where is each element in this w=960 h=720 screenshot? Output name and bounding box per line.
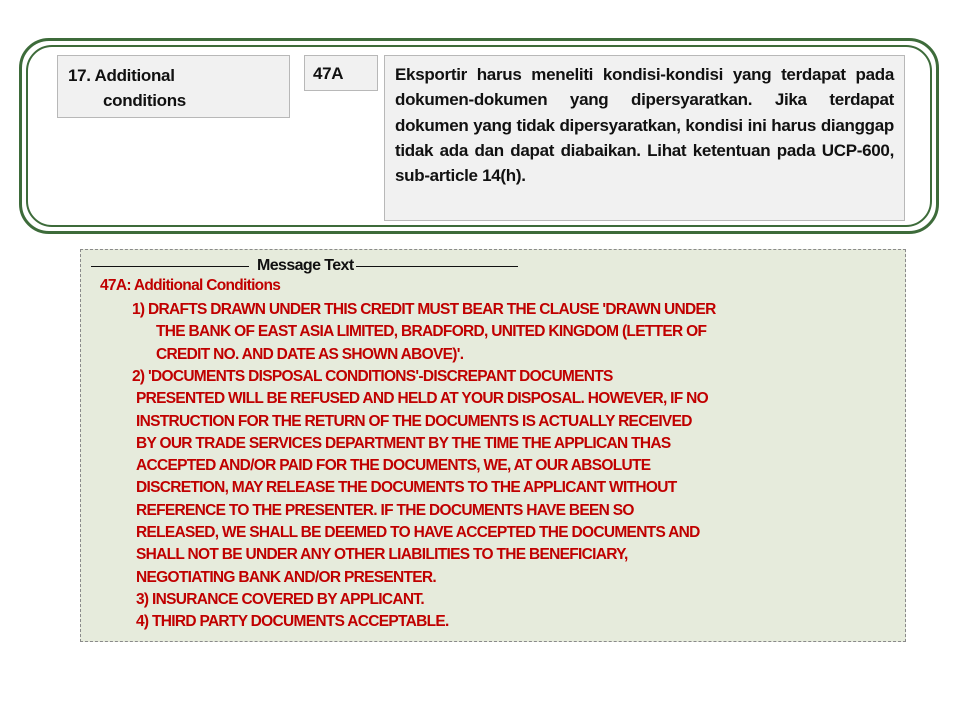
- message-header: [91, 256, 518, 276]
- message-header-label: Message Text: [257, 257, 354, 274]
- header-rule-left: [91, 266, 249, 267]
- field-description: Eksportir harus meneliti kondisi-kondisi yang terdapat pada dokumen-dokumen yang dipersyaratkan. Jika terdapat dokumen yang tidak dipersyaratkan, kondisi ini harus dianggap tidak ada dan dapat diabaikan. Lihat ketentuan pada UCP-600, sub-article 14(h).: [395, 65, 894, 186]
- condition-2-line: ACCEPTED AND/OR PAID FOR THE DOCUMENTS, WE, AT OUR ABSOLUTE: [136, 457, 651, 475]
- condition-2-line: RELEASED, WE SHALL BE DEEMED TO HAVE ACCEPTED THE DOCUMENTS AND: [136, 524, 700, 542]
- field-name-line1: 17. Additional: [68, 66, 175, 85]
- field-name-box: [57, 55, 290, 118]
- condition-2-line: PRESENTED WILL BE REFUSED AND HELD AT YOUR DISPOSAL. HOWEVER, IF NO: [136, 390, 708, 408]
- condition-2-line: SHALL NOT BE UNDER ANY OTHER LIABILITIES TO THE BENEFICIARY,: [136, 546, 628, 564]
- condition-2-line: INSTRUCTION FOR THE RETURN OF THE DOCUMENTS IS ACTUALLY RECEIVED: [136, 412, 692, 430]
- field-name-line2: conditions: [103, 91, 186, 110]
- condition-2: [132, 366, 708, 589]
- condition-3: 3) INSURANCE COVERED BY APPLICANT.: [136, 591, 424, 608]
- field-description-box: [384, 55, 905, 221]
- condition-1-line: 1) DRAFTS DRAWN UNDER THIS CREDIT MUST BEAR THE CLAUSE 'DRAWN UNDER: [132, 301, 716, 318]
- condition-4: 4) THIRD PARTY DOCUMENTS ACCEPTABLE.: [136, 613, 449, 630]
- condition-1-line: CREDIT NO. AND DATE AS SHOWN ABOVE)'.: [156, 345, 464, 363]
- condition-2-line: NEGOTIATING BANK AND/OR PRESENTER.: [136, 568, 436, 586]
- field-tag: 47A: [313, 64, 344, 83]
- condition-2-line: BY OUR TRADE SERVICES DEPARTMENT BY THE TIME THE APPLICAN THAS: [136, 434, 671, 452]
- header-rule-right: [356, 266, 518, 267]
- condition-2-line: 2) 'DOCUMENTS DISPOSAL CONDITIONS'-DISCREPANT DOCUMENTS: [132, 368, 613, 385]
- condition-1-line: THE BANK OF EAST ASIA LIMITED, BRADFORD, UNITED KINGDOM (LETTER OF: [156, 323, 707, 341]
- condition-2-line: DISCRETION, MAY RELEASE THE DOCUMENTS TO THE APPLICANT WITHOUT: [136, 479, 677, 497]
- condition-2-line: REFERENCE TO THE PRESENTER. IF THE DOCUMENTS HAVE BEEN SO: [136, 501, 634, 519]
- field-tag-box: [304, 55, 378, 91]
- condition-1: [132, 299, 716, 366]
- message-text-panel: [80, 249, 906, 642]
- message-field-title: 47A: Additional Conditions: [100, 277, 281, 294]
